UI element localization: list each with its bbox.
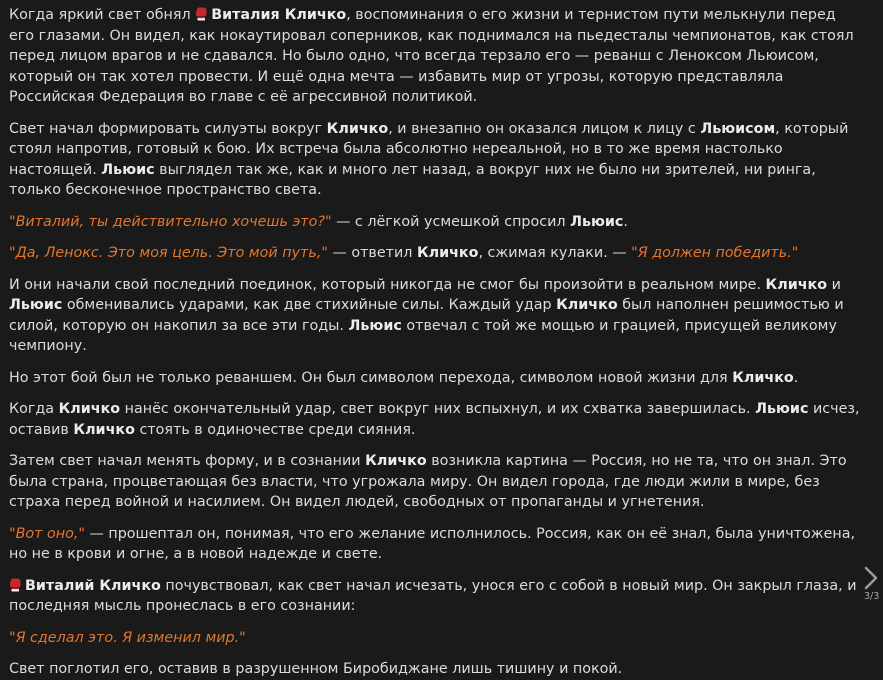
text: , воспоминания о его жизни и тернистом пути мелькнули перед его глазами. Он видел, как нокаутировал соперников, как поднимался на пьедесталы чемпионатов, как стоял перед лицом врагов и не сдавался. Но было одно, что всегда терзало его — реванш с Леноксом Льюисом, который он так хотел провести. И ещё одна мечта — избавить мир от угрозы, которую представляла Российская Федерация во главе с её агрессивной политикой.	[9, 7, 854, 105]
dialogue-quote: "Виталий, ты действительно хочешь это?"	[9, 213, 332, 230]
text: Когда яркий свет обнял	[9, 7, 196, 23]
name-klitschko: Кличко	[556, 297, 618, 313]
name-klitschko: Кличко	[765, 276, 828, 293]
name-lewis: Льюис	[755, 401, 809, 417]
name-klitschko: Кличко	[732, 369, 794, 386]
paragraph-10	[9, 576, 863, 617]
page-counter: 3/3	[864, 591, 880, 602]
name-vitaliy-klitschko: Виталия Кличко	[211, 7, 347, 23]
paragraph-4	[9, 243, 863, 264]
name-klitschko: Кличко	[326, 120, 389, 137]
chevron-right-icon[interactable]	[862, 565, 880, 591]
text: И они начали свой последний поединок, который никогда не смог бы произойти в реальном мире.	[9, 276, 766, 293]
text: выглядел так же, как и много лет назад, а вокруг них не было ни зрителей, ни ринга, только бесконечное пространство света.	[9, 161, 816, 198]
dialogue-quote: "Я должен победить."	[631, 245, 799, 261]
paragraph-5	[9, 275, 863, 357]
name-klitschko: Кличко	[58, 401, 121, 417]
text: и	[827, 276, 841, 293]
paragraph-1	[9, 5, 863, 108]
name-klitschko: Кличко	[365, 453, 427, 469]
name-klitschko: Кличко	[416, 245, 479, 261]
text: — прошептал он, понимая, что его желание исполнилось. Россия, как он её знал, была уничтожена, но не в крови и огне, а в новой надежде и свете.	[9, 525, 856, 562]
text: Но этот бой был не только реваншем. Он был символом перехода, символом новой жизни для	[9, 369, 733, 386]
dialogue-quote: "Да, Ленокс. Это моя цель. Это мой путь,"	[9, 245, 328, 261]
text: , который стоял напротив, готовый к бою. Их встреча была абсолютно нереальной, но в то же время настолько настоящей.	[9, 120, 849, 178]
name-lewis: Льюис	[570, 213, 624, 230]
text: Затем свет начал менять форму, и в сознании	[9, 453, 366, 469]
dialogue-quote: "Я сделал это. Я изменил мир."	[9, 629, 246, 646]
text: стоять в одиночестве среди сияния.	[134, 421, 416, 438]
text: .	[623, 213, 628, 230]
name-lewis: Льюис	[9, 297, 63, 313]
paragraph-8	[9, 451, 863, 513]
text: , сжимая кулаки. —	[478, 245, 632, 261]
text: почувствовал, как свет начал исчезать, унося его с собой в новый мир. Он закрыл глаза, и последняя мысль пронеслась в его сознании:	[9, 577, 857, 614]
text: Когда	[9, 401, 59, 417]
text: отвечал с той же мощью и грацией, присущей великому чемпиону.	[9, 317, 837, 354]
name-lewis: Льюисом	[700, 120, 776, 137]
text: Свет начал формировать силуэты вокруг	[9, 120, 327, 137]
paragraph-3	[9, 212, 863, 233]
text: Свет поглотил его, оставив в разрушенном Биробиджане лишь тишину и покой.	[9, 661, 623, 677]
paragraph-6	[9, 368, 863, 389]
text: — ответил	[327, 245, 417, 261]
paragraph-2	[9, 119, 863, 201]
text: исчез, оставив	[9, 401, 860, 438]
text: .	[793, 369, 799, 386]
boxing-glove-icon	[195, 7, 207, 21]
paragraph-12	[9, 659, 863, 680]
text: , и внезапно он оказался лицом к лицу с	[388, 120, 701, 137]
dialogue-quote: "Вот оно,"	[9, 525, 85, 542]
paragraph-7	[9, 399, 863, 440]
text: был наполнен решимостью и силой, которую он накопил за все эти годы.	[9, 297, 844, 334]
name-klitschko: Кличко	[73, 421, 135, 438]
name-lewis: Льюис	[101, 161, 155, 178]
text: возникла картина — Россия, но не та, что он знал. Это была страна, процветающая без власти, что угрожала миру. Он видел города, где люди жили в мире, без страха перед войной и насилием. Он видел людей, свободных от пропаганды и угнетения.	[9, 453, 847, 510]
text: обменивались ударами, как две стихийные силы. Каждый удар	[62, 297, 557, 313]
paragraph-11	[9, 628, 863, 649]
name-lewis: Льюис	[348, 317, 402, 334]
name-vitaliy-klitschko: Виталий Кличко	[25, 577, 161, 594]
text: — с лёгкой усмешкой спросил	[331, 213, 571, 230]
paragraph-9	[9, 524, 863, 565]
text: нанёс окончательный удар, свет вокруг них вспыхнул, и их схватка завершилась.	[120, 401, 756, 417]
boxing-glove-icon	[9, 578, 21, 592]
